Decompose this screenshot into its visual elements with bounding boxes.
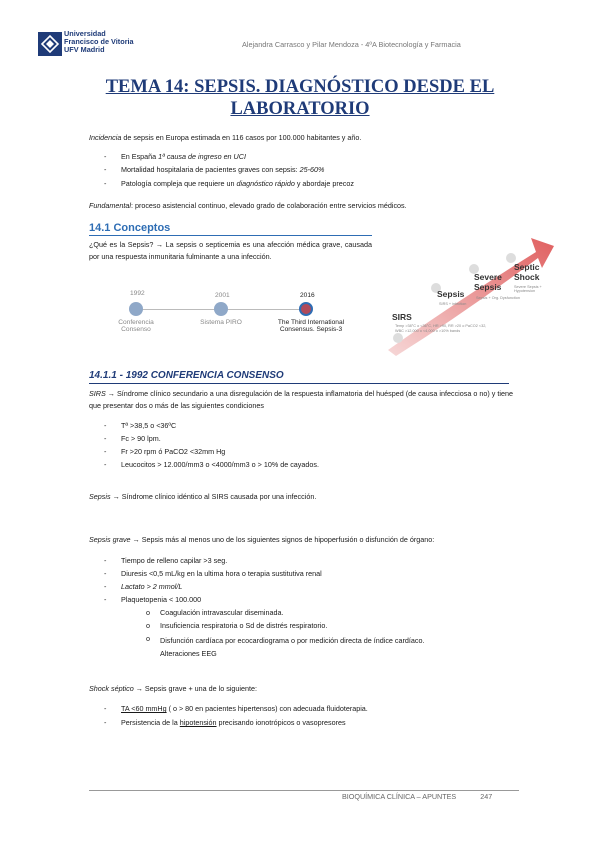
section-heading-concepts: 14.1 Conceptos <box>89 222 171 234</box>
bullet-dash: - <box>104 165 107 174</box>
bullet-text: Patología compleja que requiere un <box>121 179 237 188</box>
university-logo <box>38 32 62 56</box>
header-authors: Alejandra Carrasco y Pilar Mendoza - 4ºA Biotecnología y Farmacia <box>242 40 461 49</box>
list-item <box>121 165 324 174</box>
shock-definition <box>89 684 257 693</box>
sub-list-item: Insuficiencia respiratoria o Sd de distrés respiratorio. <box>160 621 328 630</box>
sepsis-grave-label: Sepsis grave <box>89 535 131 544</box>
timeline-label: Sistema PIRO <box>200 319 242 326</box>
section-divider <box>89 235 372 236</box>
progression-arrow-icon <box>386 232 556 357</box>
timeline-dot <box>299 302 313 316</box>
sub-bullet-marker: o <box>146 621 150 630</box>
underlined-term: hipotensión <box>179 718 217 727</box>
bullet-dash: - <box>104 447 107 456</box>
sepsis-label: Sepsis <box>89 492 111 501</box>
page-title: TEMA 14: SEPSIS. DIAGNÓSTICO DESDE EL LABORATORIO <box>105 77 495 119</box>
stage-note: SIRS + infection <box>439 302 467 306</box>
page-footer <box>342 792 492 801</box>
list-item <box>121 152 246 161</box>
bullet-text: y abordaje precoz <box>294 179 354 188</box>
bullet-dash: - <box>104 460 107 469</box>
fundamental-paragraph <box>89 201 407 210</box>
list-item: TA <60 mmHg ( o > 80 en pacientes hipertensos) con adecuada fluidoterapia. <box>121 704 368 713</box>
logo-emblem-icon <box>38 32 62 56</box>
page-number: 247 <box>480 792 493 801</box>
sirs-definition <box>89 388 513 412</box>
timeline-year: 1992 <box>130 290 145 297</box>
timeline-figure <box>89 288 379 348</box>
shock-text: → Sepsis grave + una de lo siguiente: <box>133 684 258 693</box>
university-line: Francisco de Vitoria <box>64 37 134 46</box>
bullet-text: En España <box>121 152 159 161</box>
fundamental-label: Fundamental <box>89 201 131 210</box>
stage-note: Sepsis + Org. Dysfunction <box>476 296 520 300</box>
stage-label: SIRS <box>392 312 412 322</box>
sepsis-definition-1992 <box>89 492 316 501</box>
sepsis-definition: ¿Qué es la Sepsis? → La sepsis o septicemia es una afección médica grave, causada por una respuesta inmunitaria fulminante a una infección. <box>89 240 372 261</box>
bullet-dash: - <box>104 595 107 604</box>
timeline-label: The Third International Consensus. Sepsis-3 <box>277 319 345 333</box>
fundamental-text: : proceso asistencial continuo, elevado grado de colaboración entre servicios médicos. <box>130 201 407 210</box>
stage-note: Temp >38°C o <36°C, HR >90, RR >20 o PaCO2 <32, WBC >12,000 o <4,000 o >10% bands <box>395 324 487 333</box>
timeline-label: Conferencia Consenso <box>118 319 154 333</box>
list-item: Tª >38,5 o <36ºC <box>121 421 177 430</box>
bullet-text: Mortalidad hospitalaria de pacientes graves con sepsis: <box>121 165 300 174</box>
shock-label: Shock séptico <box>89 684 134 693</box>
incidence-paragraph <box>89 133 361 142</box>
sepsis-grave-definition <box>89 535 434 544</box>
stage-label: Severe Sepsis <box>474 272 502 292</box>
list-item: Diuresis <0,5 mL/kg en la ultima hora o terapia sustitutiva renal <box>121 569 322 578</box>
sub-bullet-marker: o <box>146 608 150 617</box>
sub-bullet-marker: o <box>146 634 150 643</box>
timeline-year: 2001 <box>215 292 230 299</box>
stage-note: Severe Sepsis + Hypotension <box>514 285 542 293</box>
bullet-emphasis: 25-60% <box>299 165 325 174</box>
sub-list-item: Disfunción cardíaca por ecocardiograma o por medición directa de índice cardíaco. Alteraciones EEG <box>160 636 425 658</box>
timeline-dot <box>214 302 228 316</box>
university-line: UFV Madrid <box>64 45 105 54</box>
sepsis-grave-text: → Sepsis más al menos uno de los siguientes signos de hipoperfusión o disfunción de órgano: <box>130 535 435 544</box>
shock-list <box>0 704 600 734</box>
list-item: Leucocitos > 12.000/mm3 o <4000/mm3 o > 10% de cayados. <box>121 460 319 469</box>
sepsis-progression-figure <box>386 232 556 357</box>
bullet-dash: - <box>104 556 107 565</box>
subsection-divider <box>89 383 509 384</box>
list-item: Fr >20 rpm ó PaCO2 <32mm Hg <box>121 447 226 456</box>
underlined-term: TA <60 mmHg <box>121 704 167 713</box>
incidence-text: de sepsis en Europa estimada en 116 casos por 100.000 habitantes y año. <box>121 133 362 142</box>
incidence-label: Incidencia <box>89 133 122 142</box>
university-name <box>64 30 134 54</box>
sepsis-grave-list <box>0 556 600 666</box>
university-line: Universidad <box>64 29 106 38</box>
bullet-emphasis: 1ª causa de ingreso en UCI <box>158 152 246 161</box>
stage-label: Sepsis <box>437 289 465 299</box>
list-item: Plaquetopenia < 100.000 <box>121 595 202 604</box>
sirs-label: SIRS <box>89 389 106 398</box>
bullet-dash: - <box>104 718 107 727</box>
bullet-emphasis: diagnóstico rápido <box>236 179 295 188</box>
bullet-dash: - <box>104 434 107 443</box>
stage-label: Septic Shock <box>514 262 540 282</box>
bullet-dash: - <box>104 421 107 430</box>
list-item: Persistencia de la hipotensión precisando ionotrópicos o vasopresores <box>121 718 346 727</box>
sub-list-item: Coagulación intravascular diseminada. <box>160 608 284 617</box>
intro-bullets <box>0 152 600 192</box>
sirs-criteria-list <box>0 421 600 471</box>
list-item: Fc > 90 lpm. <box>121 434 161 443</box>
bullet-dash: - <box>104 179 107 188</box>
bullet-dash: - <box>104 152 107 161</box>
footer-title: BIOQUÍMICA CLÍNICA – APUNTES <box>342 792 457 801</box>
bullet-dash: - <box>104 704 107 713</box>
sirs-text: → Síndrome clínico secundario a una disregulación de la respuesta inflamatoria del huésped (de causa infecciosa o no) y tiene que presentar dos o más de las siguientes condiciones <box>89 389 513 410</box>
bullet-dash: - <box>104 569 107 578</box>
subsection-heading: 14.1.1 - 1992 CONFERENCIA CONSENSO <box>89 370 284 381</box>
sepsis-text: → Síndrome clínico idéntico al SIRS causada por una infección. <box>110 492 317 501</box>
list-item: Lactato > 2 mmol/L <box>121 582 183 591</box>
timeline-dot <box>129 302 143 316</box>
list-item <box>121 179 354 188</box>
footer-divider <box>89 790 519 791</box>
list-item: Tiempo de relleno capilar >3 seg. <box>121 556 228 565</box>
timeline-year: 2016 <box>300 292 315 299</box>
bullet-dash: - <box>104 582 107 591</box>
